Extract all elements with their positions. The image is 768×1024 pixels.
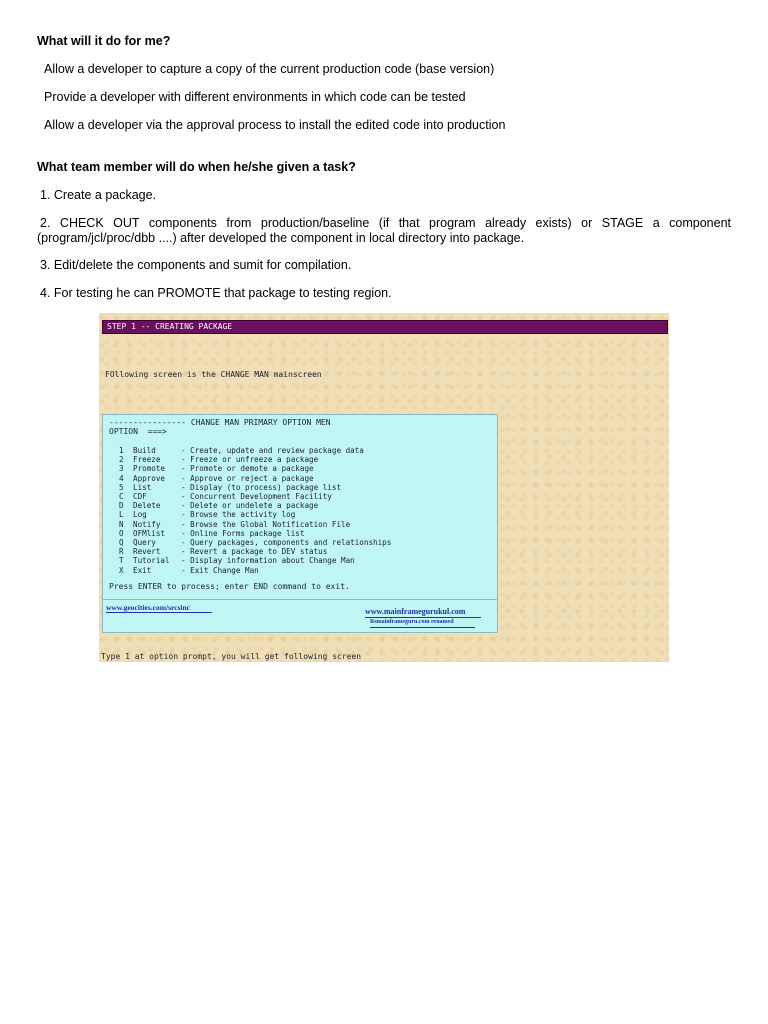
primary-option-menu [102, 414, 498, 633]
menu-divider [103, 599, 497, 600]
option-description: - Query packages, components and relationships [181, 538, 392, 547]
mainframegurukul-link-underline [365, 617, 481, 618]
menu-option-row [119, 566, 259, 575]
menu-option-row [119, 520, 350, 529]
section2-step: 2. CHECK OUT components from production/baseline (if that program already exists) or STAGE a component (program/jcl/proc/dbb ....) after developed the component in local directory into package. [37, 216, 731, 245]
section1-heading: What will it do for me? [37, 34, 171, 48]
option-name: Tutorial [133, 556, 170, 566]
section2-step: 4. For testing he can PROMOTE that package to testing region. [40, 286, 392, 300]
step-title-bar [102, 320, 668, 334]
option-code: D [119, 501, 124, 511]
option-code: N [119, 519, 124, 529]
step-title: STEP 1 -- CREATING PACKAGE [107, 322, 233, 331]
section1-item: Allow a developer to capture a copy of the current production code (base version) [44, 62, 495, 76]
option-name: Revert [133, 547, 161, 557]
section2-step: 1. Create a package. [40, 188, 157, 202]
option-description: - Browse the Global Notification File [181, 519, 351, 529]
option-description: - Promote or demote a package [181, 464, 314, 474]
renamed-note-underline [370, 627, 475, 628]
option-code: 5 [119, 482, 124, 492]
menu-option-row [119, 547, 327, 556]
option-description: - Delete or undelete a package [181, 501, 319, 511]
option-code: 4 [119, 473, 124, 483]
option-code: Q [119, 538, 124, 547]
option-name: OFMlist [133, 528, 166, 538]
option-name: Approve [133, 473, 166, 483]
option-name: Build [133, 446, 156, 455]
menu-option-row [119, 529, 304, 538]
section1-item: Provide a developer with different environments in which code can be tested [44, 90, 466, 104]
menu-option-row [119, 492, 332, 501]
option-code: L [119, 510, 124, 520]
mainframegurukul-link[interactable]: www.mainframegurukul.com [365, 607, 466, 616]
option-name: Notify [133, 519, 161, 529]
option-name: Freeze [133, 455, 161, 465]
option-description: - Approve or reject a package [181, 473, 314, 483]
menu-option-row [119, 464, 314, 473]
option-description: - Display information about Change Man [181, 556, 355, 566]
press-enter-text: Press ENTER to process; enter END command to exit. [109, 582, 350, 591]
option-description: - Browse the activity log [181, 510, 296, 520]
option-code: X [119, 565, 124, 575]
menu-option-row [119, 510, 295, 519]
option-description: - Create, update and review package data [181, 446, 364, 455]
option-description: - Freeze or unfreeze a package [181, 455, 319, 465]
section1-item: Allow a developer via the approval process to install the edited code into production [44, 118, 506, 132]
option-description: - Concurrent Development Facility [181, 492, 332, 501]
option-name: CDF [133, 492, 147, 501]
menu-option-row [119, 501, 318, 510]
bottom-instruction: Type 1 at option prompt, you will get following screen [101, 652, 362, 661]
section2-step: 3. Edit/delete the components and sumit for compilation. [40, 258, 352, 272]
option-name: Delete [133, 501, 161, 511]
option-code: 1 [119, 446, 124, 455]
option-name: Exit [133, 565, 152, 575]
option-code: 3 [119, 464, 124, 474]
intro-text: FOllowing screen is the CHANGE MAN mainscreen [105, 370, 322, 379]
option-name: Promote [133, 464, 166, 474]
option-code: R [119, 547, 124, 557]
option-name: Log [133, 510, 147, 520]
menu-option-row [119, 474, 314, 483]
section2-heading: What team member will do when he/she given a task? [37, 160, 356, 174]
option-description: - Exit Change Man [181, 565, 259, 575]
menu-title: ---------------- CHANGE MAN PRIMARY OPTION MEN [109, 418, 331, 427]
option-code: 2 [119, 455, 124, 465]
menu-option-row [119, 483, 341, 492]
menu-option-row [119, 446, 364, 455]
renamed-note: Rsmainframeguru.com renamed [370, 619, 454, 625]
menu-option-row [119, 556, 355, 565]
option-description: - Display (to process) package list [181, 482, 342, 492]
option-prompt: OPTION ===> [109, 427, 167, 436]
option-code: C [119, 492, 124, 501]
change-man-screenshot [99, 313, 669, 662]
option-code: T [119, 556, 124, 566]
menu-option-row [119, 455, 318, 464]
geocities-link-underline [106, 612, 212, 613]
option-name: Query [133, 538, 156, 547]
option-code: O [119, 528, 124, 538]
option-description: - Revert a package to DEV status [181, 547, 328, 557]
option-description: - Online Forms package list [181, 528, 305, 538]
menu-option-row [119, 538, 391, 547]
geocities-link[interactable]: www.geocities.com/srcsinc [106, 603, 191, 612]
option-name: List [133, 482, 152, 492]
